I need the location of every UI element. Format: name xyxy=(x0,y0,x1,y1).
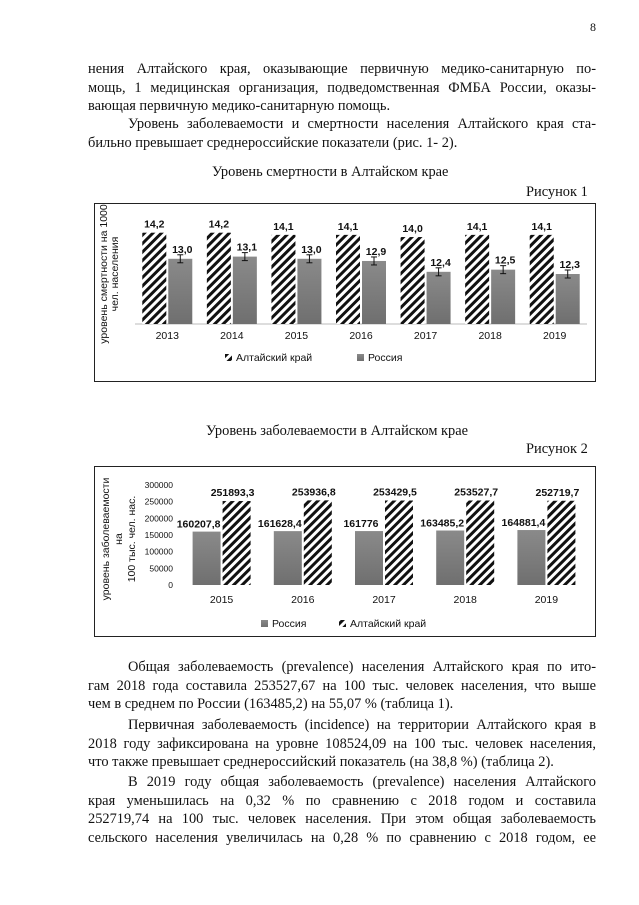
y-tick-label: 100000 xyxy=(144,546,173,557)
x-tick-label: 2015 xyxy=(284,330,309,342)
text-line: гам 2018 года составила 253527,67 на 100 тыс. человек населения, что выше xyxy=(88,677,596,694)
bar-altai xyxy=(530,235,554,324)
morbidity-chart xyxy=(94,466,596,637)
x-tick-label: 2017 xyxy=(413,330,438,342)
y-axis-label: 100 тыс. чел. нас. xyxy=(126,495,138,583)
bar-russia xyxy=(297,259,321,324)
data-label-russia: 161628,4 xyxy=(257,518,302,531)
bar-altai xyxy=(401,237,425,324)
paragraph-2 xyxy=(88,115,596,152)
bar-russia xyxy=(517,530,545,585)
bar-altai xyxy=(385,501,413,585)
legend-label: Россия xyxy=(272,618,307,630)
text-line: вающая первичную медико-санитарную помощь. xyxy=(88,98,391,114)
text-line: Уровень заболеваемости и смертности населения Алтайского края ста- xyxy=(128,116,596,132)
y-tick-label: 250000 xyxy=(144,496,173,507)
x-tick-label: 2019 xyxy=(543,330,567,342)
paragraph-4 xyxy=(88,716,596,772)
bar-altai xyxy=(142,233,166,324)
data-label-altai: 253936,8 xyxy=(291,486,336,499)
data-label-russia: 13,0 xyxy=(172,243,193,256)
bar-russia xyxy=(491,270,515,324)
y-tick-label: 300000 xyxy=(144,480,173,490)
data-label-altai: 14,2 xyxy=(144,218,165,231)
data-label-altai: 14,1 xyxy=(273,220,294,233)
data-label-altai: 253527,7 xyxy=(454,486,499,499)
text-line: что также превышает среднероссийский показатель (на 38,8 %) (таблица 2). xyxy=(88,754,554,770)
bar-russia xyxy=(556,274,580,324)
x-tick-label: 2019 xyxy=(534,594,559,606)
x-tick-label: 2018 xyxy=(453,594,477,606)
data-label-altai: 14,2 xyxy=(208,218,230,231)
figure-2-title: Уровень заболеваемости в Алтайском крае xyxy=(206,423,469,439)
data-label-russia: 13,1 xyxy=(236,241,258,254)
morbidity-chart-svg xyxy=(95,467,595,636)
y-tick-label: 150000 xyxy=(144,530,173,540)
legend-label: Алтайский край xyxy=(350,618,427,630)
figure-1-title: Уровень смертности в Алтайском крае xyxy=(212,164,449,180)
mortality-chart-svg xyxy=(95,204,595,381)
data-label-russia: 161776 xyxy=(343,518,379,531)
mortality-chart xyxy=(94,203,596,382)
y-tick-label: 0 xyxy=(168,580,173,590)
text-line: В 2019 году общая заболеваемость (prevalence) населения Алтайского xyxy=(128,774,596,790)
y-axis-label: на xyxy=(113,533,125,545)
data-label-russia: 12,5 xyxy=(494,254,516,267)
text-line: сельского населения увеличилась на 0,28 % по сравнению с 2018 годом, ее xyxy=(88,829,596,846)
data-label-altai: 14,1 xyxy=(466,220,488,233)
figure-2-label: Рисунок 2 xyxy=(526,441,588,457)
data-label-altai: 14,1 xyxy=(337,220,359,233)
data-label-russia: 12,9 xyxy=(365,245,387,258)
y-axis-label: чел. населения xyxy=(109,236,121,312)
legend-swatch xyxy=(225,354,232,361)
data-label-russia: 12,4 xyxy=(430,256,451,269)
x-tick-label: 2016 xyxy=(291,594,315,606)
text-line: 252719,74 на 100 тыс. человек населения. При этом общая заболеваемость xyxy=(88,811,596,827)
bar-altai xyxy=(271,235,295,324)
data-label-altai: 14,1 xyxy=(531,220,552,233)
y-axis-label: уровень смертности на 1000 xyxy=(98,204,110,344)
bar-altai xyxy=(547,501,575,585)
data-label-altai: 14,0 xyxy=(402,223,423,236)
data-label-russia: 160207,8 xyxy=(176,518,221,531)
text-line: Первичная заболеваемость (incidence) на территории Алтайского края в xyxy=(128,717,596,733)
y-axis-label: уровень заболеваемости xyxy=(100,477,112,601)
x-tick-label: 2017 xyxy=(372,594,396,606)
paragraph-5 xyxy=(88,773,596,847)
data-label-altai: 251893,3 xyxy=(210,487,255,500)
bar-russia xyxy=(193,532,221,585)
page-number: 8 xyxy=(590,20,596,34)
data-label-russia: 164881,4 xyxy=(501,517,546,530)
text-line: 2018 году зафиксирована на уровне 108524,09 на 100 тыс. человек населения, xyxy=(88,735,596,752)
bar-altai xyxy=(465,235,489,324)
legend-label: Россия xyxy=(368,352,403,364)
text-line: края уменьшилась на 0,32 % по сравнению с 2018 годом и составила xyxy=(88,792,596,809)
text-line: нения Алтайского края, оказывающие первичную медико-санитарную по- xyxy=(88,61,596,77)
text-line: чем в среднем по России (163485,2) на 55,07 % (таблица 1). xyxy=(88,696,454,712)
bar-russia xyxy=(355,531,383,585)
y-tick-label: 50000 xyxy=(149,563,173,574)
x-tick-label: 2016 xyxy=(349,330,373,342)
bar-altai xyxy=(207,233,231,324)
paragraph-1 xyxy=(88,60,596,116)
bar-russia xyxy=(168,259,192,324)
bar-russia xyxy=(274,531,302,585)
x-tick-label: 2014 xyxy=(220,330,244,342)
figure-1-label: Рисунок 1 xyxy=(526,184,588,200)
legend-swatch xyxy=(357,354,364,361)
text-line: мощь, 1 медицинская организация, подведомственная ФМБА России, оказы- xyxy=(88,79,596,96)
legend-swatch xyxy=(261,620,268,627)
x-tick-label: 2015 xyxy=(209,594,234,606)
bar-altai xyxy=(336,235,360,324)
bar-russia xyxy=(436,531,464,585)
data-label-russia: 12,3 xyxy=(559,259,580,271)
y-tick-label: 200000 xyxy=(144,513,173,524)
legend-label: Алтайский край xyxy=(236,352,313,364)
data-label-russia: 13,0 xyxy=(301,243,322,256)
bar-altai xyxy=(223,501,251,585)
legend-swatch xyxy=(339,620,346,627)
data-label-altai: 252719,7 xyxy=(535,486,580,499)
bar-russia xyxy=(427,272,451,324)
text-line: бильно превышает среднероссийские показатели (рис. 1- 2). xyxy=(88,134,458,151)
data-label-russia: 163485,2 xyxy=(420,517,465,530)
bar-russia xyxy=(362,261,386,324)
data-label-altai: 253429,5 xyxy=(373,486,417,499)
bar-altai xyxy=(466,500,494,585)
paragraph-3 xyxy=(88,658,596,714)
x-tick-label: 2018 xyxy=(478,330,502,342)
text-line: Общая заболеваемость (prevalence) населения Алтайского края по ито- xyxy=(128,659,596,675)
x-tick-label: 2013 xyxy=(155,330,179,342)
bar-altai xyxy=(304,500,332,585)
bar-russia xyxy=(233,257,257,324)
